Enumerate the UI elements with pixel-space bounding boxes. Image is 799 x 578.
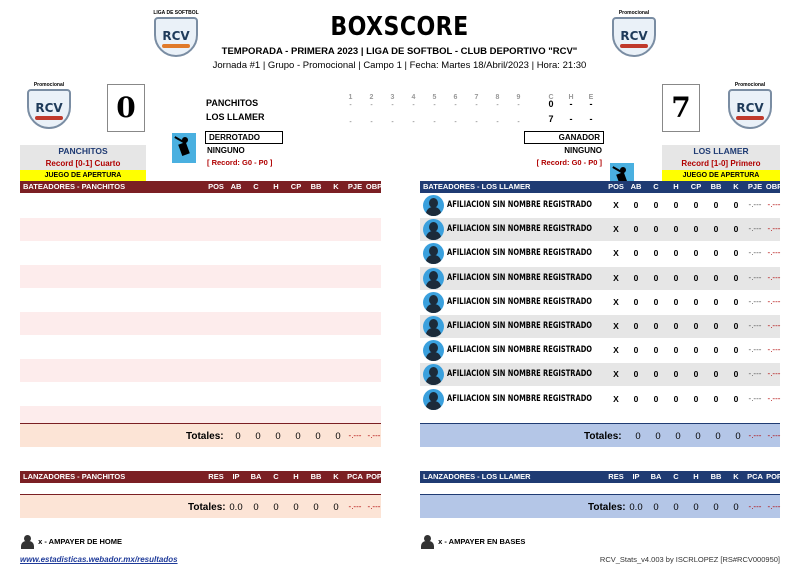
stat-value: 0: [693, 248, 699, 259]
column-header: RES: [208, 472, 224, 481]
column-header: AB: [230, 182, 242, 191]
innings-rows: [340, 96, 529, 130]
column-header: H: [693, 472, 699, 481]
total-value: 0: [713, 502, 719, 513]
avatar-body: [426, 280, 441, 289]
game-info-line: Jornada #1 | Grupo - Promocional | Campo 1 | Fecha: Martes 18/Abril/2023 | Hora: 21:30: [212, 60, 587, 71]
pos-value: X: [613, 321, 619, 331]
inning-value: -: [517, 102, 520, 109]
stat-value: 0: [653, 296, 659, 307]
stat-value: 0: [693, 272, 699, 283]
inning-value: -: [412, 102, 415, 109]
column-header: CP: [690, 182, 702, 191]
inning-value: -: [496, 119, 499, 126]
inning-label: 4: [411, 94, 416, 101]
stat-value: 0: [733, 345, 739, 356]
inning-row: [340, 96, 529, 113]
column-header: H: [293, 472, 299, 481]
left-team-card: [20, 145, 146, 181]
obp-value: -.---: [767, 369, 781, 379]
bases-umpire-label: x - AMPAYER EN BASES: [438, 536, 526, 546]
stat-value: 0: [673, 321, 679, 331]
home-umpire-label: x - AMPAYER DE HOME: [38, 536, 122, 546]
umpire-icon: [20, 535, 36, 549]
right-batting-title: BATEADORES - LOS LLAMER: [423, 182, 531, 191]
total-rate: -.---: [748, 502, 762, 511]
player-avatar-icon: [423, 243, 444, 264]
stat-value: 0: [633, 345, 639, 356]
total-value: 0: [253, 502, 259, 513]
linescore-team-2: LOS LLAMER: [206, 112, 265, 122]
stat-value: 0: [673, 393, 679, 404]
stat-value: 0: [653, 369, 659, 380]
inning-value: -: [433, 102, 436, 109]
rhe-row: [541, 111, 601, 126]
pos-value: X: [613, 248, 619, 259]
inning-label: 9: [516, 94, 521, 101]
empty-batting-row: [20, 265, 381, 288]
column-header: IP: [632, 472, 640, 481]
pje-value: -.---: [748, 393, 762, 403]
losing-pitcher-name: NINGUNO: [207, 146, 245, 155]
left-opening-badge: JUEGO DE APERTURA: [20, 170, 146, 181]
total-value: 0: [733, 502, 739, 513]
left-pitching-header: [20, 471, 381, 483]
inning-value: -: [349, 119, 352, 126]
batting-row: [420, 291, 780, 314]
column-header: RES: [608, 472, 624, 481]
pje-value: -.---: [748, 248, 762, 258]
inning-value: -: [454, 102, 457, 109]
total-rate: -.---: [367, 431, 381, 440]
player-avatar-icon: [423, 389, 444, 410]
column-header: POP: [366, 472, 382, 481]
player-name: AFILIACION SIN NOMBRE REGISTRADO: [447, 393, 593, 404]
empty-batting-row: [20, 312, 381, 335]
total-value: 0: [715, 431, 721, 442]
pos-value: X: [613, 296, 619, 307]
pje-value: -.---: [748, 200, 762, 209]
player-name: AFILIACION SIN NOMBRE REGISTRADO: [447, 296, 593, 307]
inning-value: -: [475, 102, 478, 109]
rcv-shield-icon: [27, 89, 71, 129]
pje-value: -.---: [748, 296, 762, 306]
total-value: 0: [673, 502, 679, 513]
left-team-record: Record [0-1] Cuarto: [20, 158, 146, 170]
batting-row: [420, 363, 780, 386]
stat-value: 0: [633, 248, 639, 259]
ip-total: 0.0: [629, 502, 643, 513]
column-header: C: [253, 182, 259, 191]
player-name: AFILIACION SIN NOMBRE REGISTRADO: [447, 272, 593, 283]
stat-value: 0: [633, 393, 639, 404]
obp-value: -.---: [767, 224, 781, 234]
stat-value: 0: [653, 200, 659, 210]
batting-row: [420, 315, 780, 338]
right-batting-header: [420, 181, 783, 193]
stat-value: 0: [713, 369, 719, 380]
total-value: 0: [675, 431, 681, 442]
column-header: POP: [766, 472, 782, 481]
total-value: 0: [273, 502, 279, 513]
umpire-icon: [420, 535, 436, 549]
column-header: BB: [710, 182, 722, 191]
batting-row: [420, 339, 780, 362]
right-pitching-totals-label: Totales:: [588, 502, 626, 513]
inning-label: 7: [474, 94, 479, 101]
right-team-name: LOS LLAMER: [662, 145, 780, 158]
stat-value: 0: [693, 200, 699, 210]
left-logo-caption: Promocional: [33, 82, 65, 88]
inning-label: 8: [495, 94, 500, 101]
total-value: 0: [315, 431, 321, 442]
player-avatar-icon: [423, 364, 444, 385]
player-name: AFILIACION SIN NOMBRE REGISTRADO: [447, 345, 593, 356]
pos-value: X: [613, 200, 619, 210]
stat-value: 0: [673, 200, 679, 210]
bases-umpire: [420, 535, 525, 549]
winning-pitcher-record: [ Record: G0 - P0 ]: [536, 158, 602, 167]
pje-value: -.---: [748, 345, 762, 355]
total-rate: -.---: [767, 502, 781, 511]
player-name: AFILIACION SIN NOMBRE REGISTRADO: [447, 369, 593, 380]
column-header: C: [653, 182, 659, 191]
total-rate: -.---: [348, 431, 362, 440]
avatar-body: [426, 401, 441, 410]
hits-value: -: [569, 99, 573, 109]
rcv-shield-icon: [728, 89, 772, 129]
avatar-body: [426, 376, 441, 385]
stat-value: 0: [633, 296, 639, 307]
avatar-body: [426, 328, 441, 337]
left-batting-header: [20, 181, 381, 193]
obp-value: -.---: [767, 296, 781, 306]
rhe-label: H: [568, 94, 574, 101]
inning-row: [340, 113, 529, 130]
column-header: PJE: [747, 182, 763, 191]
total-value: 0: [313, 502, 319, 513]
total-value: 0: [655, 431, 661, 442]
total-rate: -.---: [348, 502, 362, 511]
right-batting-totals: [420, 423, 780, 447]
stat-value: 0: [653, 321, 659, 331]
right-score: 7: [662, 84, 700, 132]
stat-value: 0: [733, 272, 739, 283]
column-header: K: [733, 182, 739, 191]
avatar-body: [426, 231, 441, 240]
runs-value: 0: [548, 99, 554, 109]
column-header: BB: [310, 182, 322, 191]
player-name: AFILIACION SIN NOMBRE REGISTRADO: [447, 200, 593, 210]
stat-value: 0: [633, 200, 639, 210]
losing-pitcher-label: DERROTADO: [205, 131, 283, 144]
stat-value: 0: [693, 224, 699, 235]
stat-value: 0: [653, 248, 659, 259]
inning-label: 1: [348, 94, 353, 101]
hits-value: -: [569, 114, 573, 124]
empty-batting-row: [20, 382, 381, 405]
total-rate: -.---: [367, 502, 381, 511]
stat-value: 0: [733, 321, 739, 331]
column-header: K: [333, 472, 339, 481]
pos-value: X: [613, 345, 619, 356]
column-header: BB: [710, 472, 722, 481]
column-header: BA: [250, 472, 262, 481]
stat-value: 0: [713, 345, 719, 356]
total-value: 0: [693, 502, 699, 513]
stat-value: 0: [693, 369, 699, 380]
right-opening-badge: JUEGO DE APERTURA: [662, 170, 780, 181]
stat-value: 0: [653, 272, 659, 283]
rhe-rows: [541, 96, 601, 126]
inning-label: 5: [432, 94, 437, 101]
stat-value: 0: [693, 345, 699, 356]
inning-label: 6: [453, 94, 458, 101]
rhe-row: [541, 96, 601, 111]
right-team-card: [662, 145, 780, 181]
column-header: POS: [208, 182, 224, 191]
player-avatar-icon: [423, 195, 444, 216]
total-value: 0: [335, 431, 341, 442]
stat-value: 0: [733, 200, 739, 210]
player-name: AFILIACION SIN NOMBRE REGISTRADO: [447, 321, 593, 331]
promo-logo-caption: Promocional: [618, 10, 650, 16]
total-rate: -.---: [767, 431, 781, 440]
player-avatar-icon: [423, 316, 444, 337]
pje-value: -.---: [748, 272, 762, 282]
column-header: PCA: [347, 472, 363, 481]
right-logo-caption: Promocional: [734, 82, 766, 88]
column-header: C: [673, 472, 679, 481]
stat-value: 0: [693, 321, 699, 331]
column-header: C: [273, 472, 279, 481]
total-value: 0: [235, 431, 241, 442]
column-header: OBP: [765, 182, 783, 191]
inning-value: -: [349, 102, 352, 109]
inning-value: -: [370, 102, 373, 109]
stat-value: 0: [633, 369, 639, 380]
rhe-label: E: [588, 94, 594, 101]
pos-value: X: [613, 393, 619, 404]
right-batting-totals-label: Totales:: [584, 431, 622, 442]
stat-value: 0: [713, 248, 719, 259]
logo-text: RCV: [35, 101, 63, 115]
stat-value: 0: [673, 272, 679, 283]
stat-value: 0: [693, 393, 699, 404]
stat-value: 0: [713, 224, 719, 235]
inning-value: -: [412, 119, 415, 126]
stat-value: 0: [733, 296, 739, 307]
column-header: PJE: [347, 182, 363, 191]
column-header: OBP: [365, 182, 383, 191]
stat-value: 0: [673, 369, 679, 380]
pos-value: X: [613, 272, 619, 283]
losing-pitcher-icon: [172, 133, 196, 163]
batting-row: [420, 218, 780, 241]
right-team-logo: [725, 82, 775, 134]
player-avatar-icon: [423, 340, 444, 361]
obp-value: -.---: [767, 272, 781, 282]
stat-value: 0: [633, 321, 639, 331]
errors-value: -: [589, 99, 593, 109]
column-header: BB: [310, 472, 322, 481]
right-pitching-header: [420, 471, 780, 483]
total-value: 0: [255, 431, 261, 442]
stat-value: 0: [633, 224, 639, 235]
stat-value: 0: [733, 393, 739, 404]
total-value: 0: [695, 431, 701, 442]
inning-label: 3: [390, 94, 395, 101]
obp-value: -.---: [767, 393, 781, 403]
season-line: TEMPORADA - PRIMERA 2023 | LIGA DE SOFTBOL - CLUB DEPORTIVO "RCV": [221, 46, 578, 57]
column-header: CP: [290, 182, 302, 191]
column-header: POS: [608, 182, 624, 191]
left-team-name: PANCHITOS: [20, 145, 146, 158]
avatar-body: [426, 207, 441, 216]
pos-value: X: [613, 224, 619, 235]
player-avatar-icon: [423, 268, 444, 289]
stat-value: 0: [713, 393, 719, 404]
pje-value: -.---: [748, 224, 762, 234]
runs-value: 7: [548, 114, 554, 124]
winning-pitcher-label: GANADOR: [524, 131, 604, 144]
stat-value: 0: [713, 200, 719, 210]
pje-value: -.---: [748, 369, 762, 379]
total-value: 0: [293, 502, 299, 513]
total-value: 0: [333, 502, 339, 513]
stat-value: 0: [673, 296, 679, 307]
losing-pitcher-record: [ Record: G0 - P0 ]: [207, 158, 273, 167]
total-value: 0: [295, 431, 301, 442]
empty-batting-row: [20, 335, 381, 358]
inning-value: -: [433, 119, 436, 126]
winning-pitcher-name: NINGUNO: [564, 146, 602, 155]
total-value: 0: [275, 431, 281, 442]
stat-value: 0: [693, 296, 699, 307]
total-value: 0: [735, 431, 741, 442]
obp-value: -.---: [767, 200, 781, 209]
total-rate: -.---: [748, 431, 762, 440]
logo-text: RCV: [736, 101, 764, 115]
stat-value: 0: [733, 224, 739, 235]
logo-text: RCV: [162, 29, 190, 43]
left-team-logo: [24, 82, 74, 134]
stat-value: 0: [713, 272, 719, 283]
logo-text: RCV: [620, 29, 648, 43]
column-header: AB: [630, 182, 642, 191]
inning-value: -: [496, 102, 499, 109]
avatar-body: [426, 352, 441, 361]
inning-value: -: [370, 119, 373, 126]
obp-value: -.---: [767, 321, 781, 330]
column-header: BA: [650, 472, 662, 481]
inning-value: -: [475, 119, 478, 126]
column-header: PCA: [747, 472, 763, 481]
empty-batting-row: [20, 218, 381, 241]
home-umpire: [20, 535, 122, 549]
batting-row: [420, 267, 780, 290]
avatar-body: [426, 255, 441, 264]
right-pitching-title: LANZADORES - LOS LLAMER: [423, 472, 531, 481]
league-logo-caption: LIGA DE SOFTBOL: [153, 10, 199, 16]
obp-value: -.---: [767, 248, 781, 258]
website-link[interactable]: www.estadisticas.webador.mx/resultados: [20, 555, 178, 564]
player-avatar-icon: [423, 292, 444, 313]
batting-row: [420, 194, 780, 217]
pos-value: X: [613, 369, 619, 380]
inning-value: -: [391, 119, 394, 126]
version-footer: RCV_Stats_v4.003 by ISCRLOPEZ [RS#RCV000950]: [599, 555, 780, 564]
empty-batting-row: [20, 288, 381, 311]
inning-value: -: [454, 119, 457, 126]
column-header: K: [733, 472, 739, 481]
column-header: K: [333, 182, 339, 191]
rhe-label: C: [548, 94, 554, 101]
empty-batting-row: [20, 194, 381, 217]
errors-value: -: [589, 114, 593, 124]
ip-total: 0.0: [229, 502, 243, 513]
player-name: AFILIACION SIN NOMBRE REGISTRADO: [447, 224, 593, 235]
player-name: AFILIACION SIN NOMBRE REGISTRADO: [447, 248, 593, 259]
inning-value: -: [391, 102, 394, 109]
batting-row: [420, 242, 780, 265]
pje-value: -.---: [748, 321, 762, 330]
stat-value: 0: [673, 248, 679, 259]
stat-value: 0: [673, 224, 679, 235]
stat-value: 0: [633, 272, 639, 283]
empty-batting-row: [20, 241, 381, 264]
inning-label: 2: [369, 94, 374, 101]
stat-value: 0: [653, 224, 659, 235]
column-header: IP: [232, 472, 240, 481]
left-batting-totals: [20, 423, 381, 447]
stat-value: 0: [713, 296, 719, 307]
left-batting-totals-label: Totales:: [186, 431, 224, 442]
avatar-body: [426, 304, 441, 313]
total-value: 0: [653, 502, 659, 513]
left-pitching-totals-label: Totales:: [188, 502, 226, 513]
stat-value: 0: [733, 248, 739, 259]
empty-batting-row: [20, 359, 381, 382]
page-title: BOXSCORE: [330, 12, 469, 42]
inning-value: -: [517, 119, 520, 126]
right-pitching-totals: [420, 494, 780, 518]
batting-row: [420, 388, 780, 411]
column-header: H: [673, 182, 679, 191]
column-header: H: [273, 182, 279, 191]
left-pitching-totals: [20, 494, 381, 518]
player-avatar-icon: [423, 219, 444, 240]
obp-value: -.---: [767, 345, 781, 355]
stat-value: 0: [653, 393, 659, 404]
linescore-team-1: PANCHITOS: [206, 98, 259, 108]
stat-value: 0: [713, 321, 719, 331]
right-team-record: Record [1-0] Primero: [662, 158, 780, 170]
total-value: 0: [635, 431, 641, 442]
left-score: 0: [107, 84, 145, 132]
left-pitching-title: LANZADORES - PANCHITOS: [23, 472, 126, 481]
stat-value: 0: [733, 369, 739, 380]
stat-value: 0: [653, 345, 659, 356]
left-batting-title: BATEADORES - PANCHITOS: [23, 182, 126, 191]
stat-value: 0: [673, 345, 679, 356]
